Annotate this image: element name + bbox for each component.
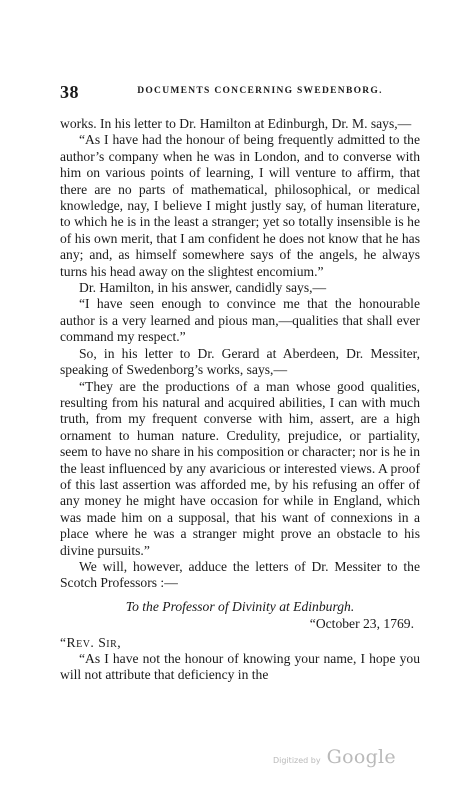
quote-hamilton: “I have seen enough to convince me that the honourable author is a very learned and pious man,—qualities that shall ever command my respect.” [60, 296, 420, 345]
paragraph-gerard-letter: So, in his letter to Dr. Gerard at Aberdeen, Dr. Messiter, speaking of Swedenborg’s works, says,— [60, 345, 420, 378]
page-header [60, 82, 420, 102]
watermark-prefix: Digitized by [273, 756, 321, 765]
letter-date: “October 23, 1769. [309, 616, 414, 632]
quote-messiter-to-gerard: “They are the productions of a man whose good qualities, resulting from his natural and acquired abilities, I can with much truth, from my frequent converse with him, assert, are a high ornament to human nature. Credulity, prejudice, or partiality, seem to have no share in his composition or character; nor is he in the least influenced by any avaricious or interested views. A proof of this last assertion was afforded me, by his refusing an offer of any money he might have occasion for while in England, which was made him on a supposal, that his want of connexions in a place where he was a stranger might prove an obstacle to his divine pursuits.” [60, 378, 420, 558]
letter-opening: “As I have not the honour of knowing your name, I hope you will not attribute that deficiency in the [60, 651, 420, 683]
paragraph-continuation: works. In his letter to Dr. Hamilton at Edinburgh, Dr. M. says,— [60, 116, 412, 131]
digitized-by-google-watermark [273, 746, 396, 768]
letter-heading: To the Professor of Divinity at Edinburgh. [125, 598, 355, 614]
body-text [60, 116, 420, 684]
quote-messiter-to-hamilton: “As I have had the honour of being frequently admitted to the author’s company when he was in London, and to converse with him on various points of learning, I will venture to affirm, that there are no parts of mathematical, philosophical, or medical knowledge, nay, I believe I might justly say, of human literature, to which he is in the least a stranger; yet so totally insensible is he of his own merit, that I am confident he does not know that he has any; and, as himself somewhere says of the angels, he always turns his head away on the slightest encomium.” [60, 132, 420, 279]
letter-salutation: “Rev. Sir, [60, 634, 122, 650]
google-logo: Google [326, 746, 396, 768]
paragraph-adduce-letters: We will, however, adduce the letters of Dr. Messiter to the Scotch Professors :— [60, 558, 420, 591]
page-number: 38 [60, 82, 79, 102]
running-head: DOCUMENTS CONCERNING SWEDENBORG. [137, 86, 383, 96]
paragraph-hamilton-answer: Dr. Hamilton, in his answer, candidly says,— [79, 280, 327, 296]
